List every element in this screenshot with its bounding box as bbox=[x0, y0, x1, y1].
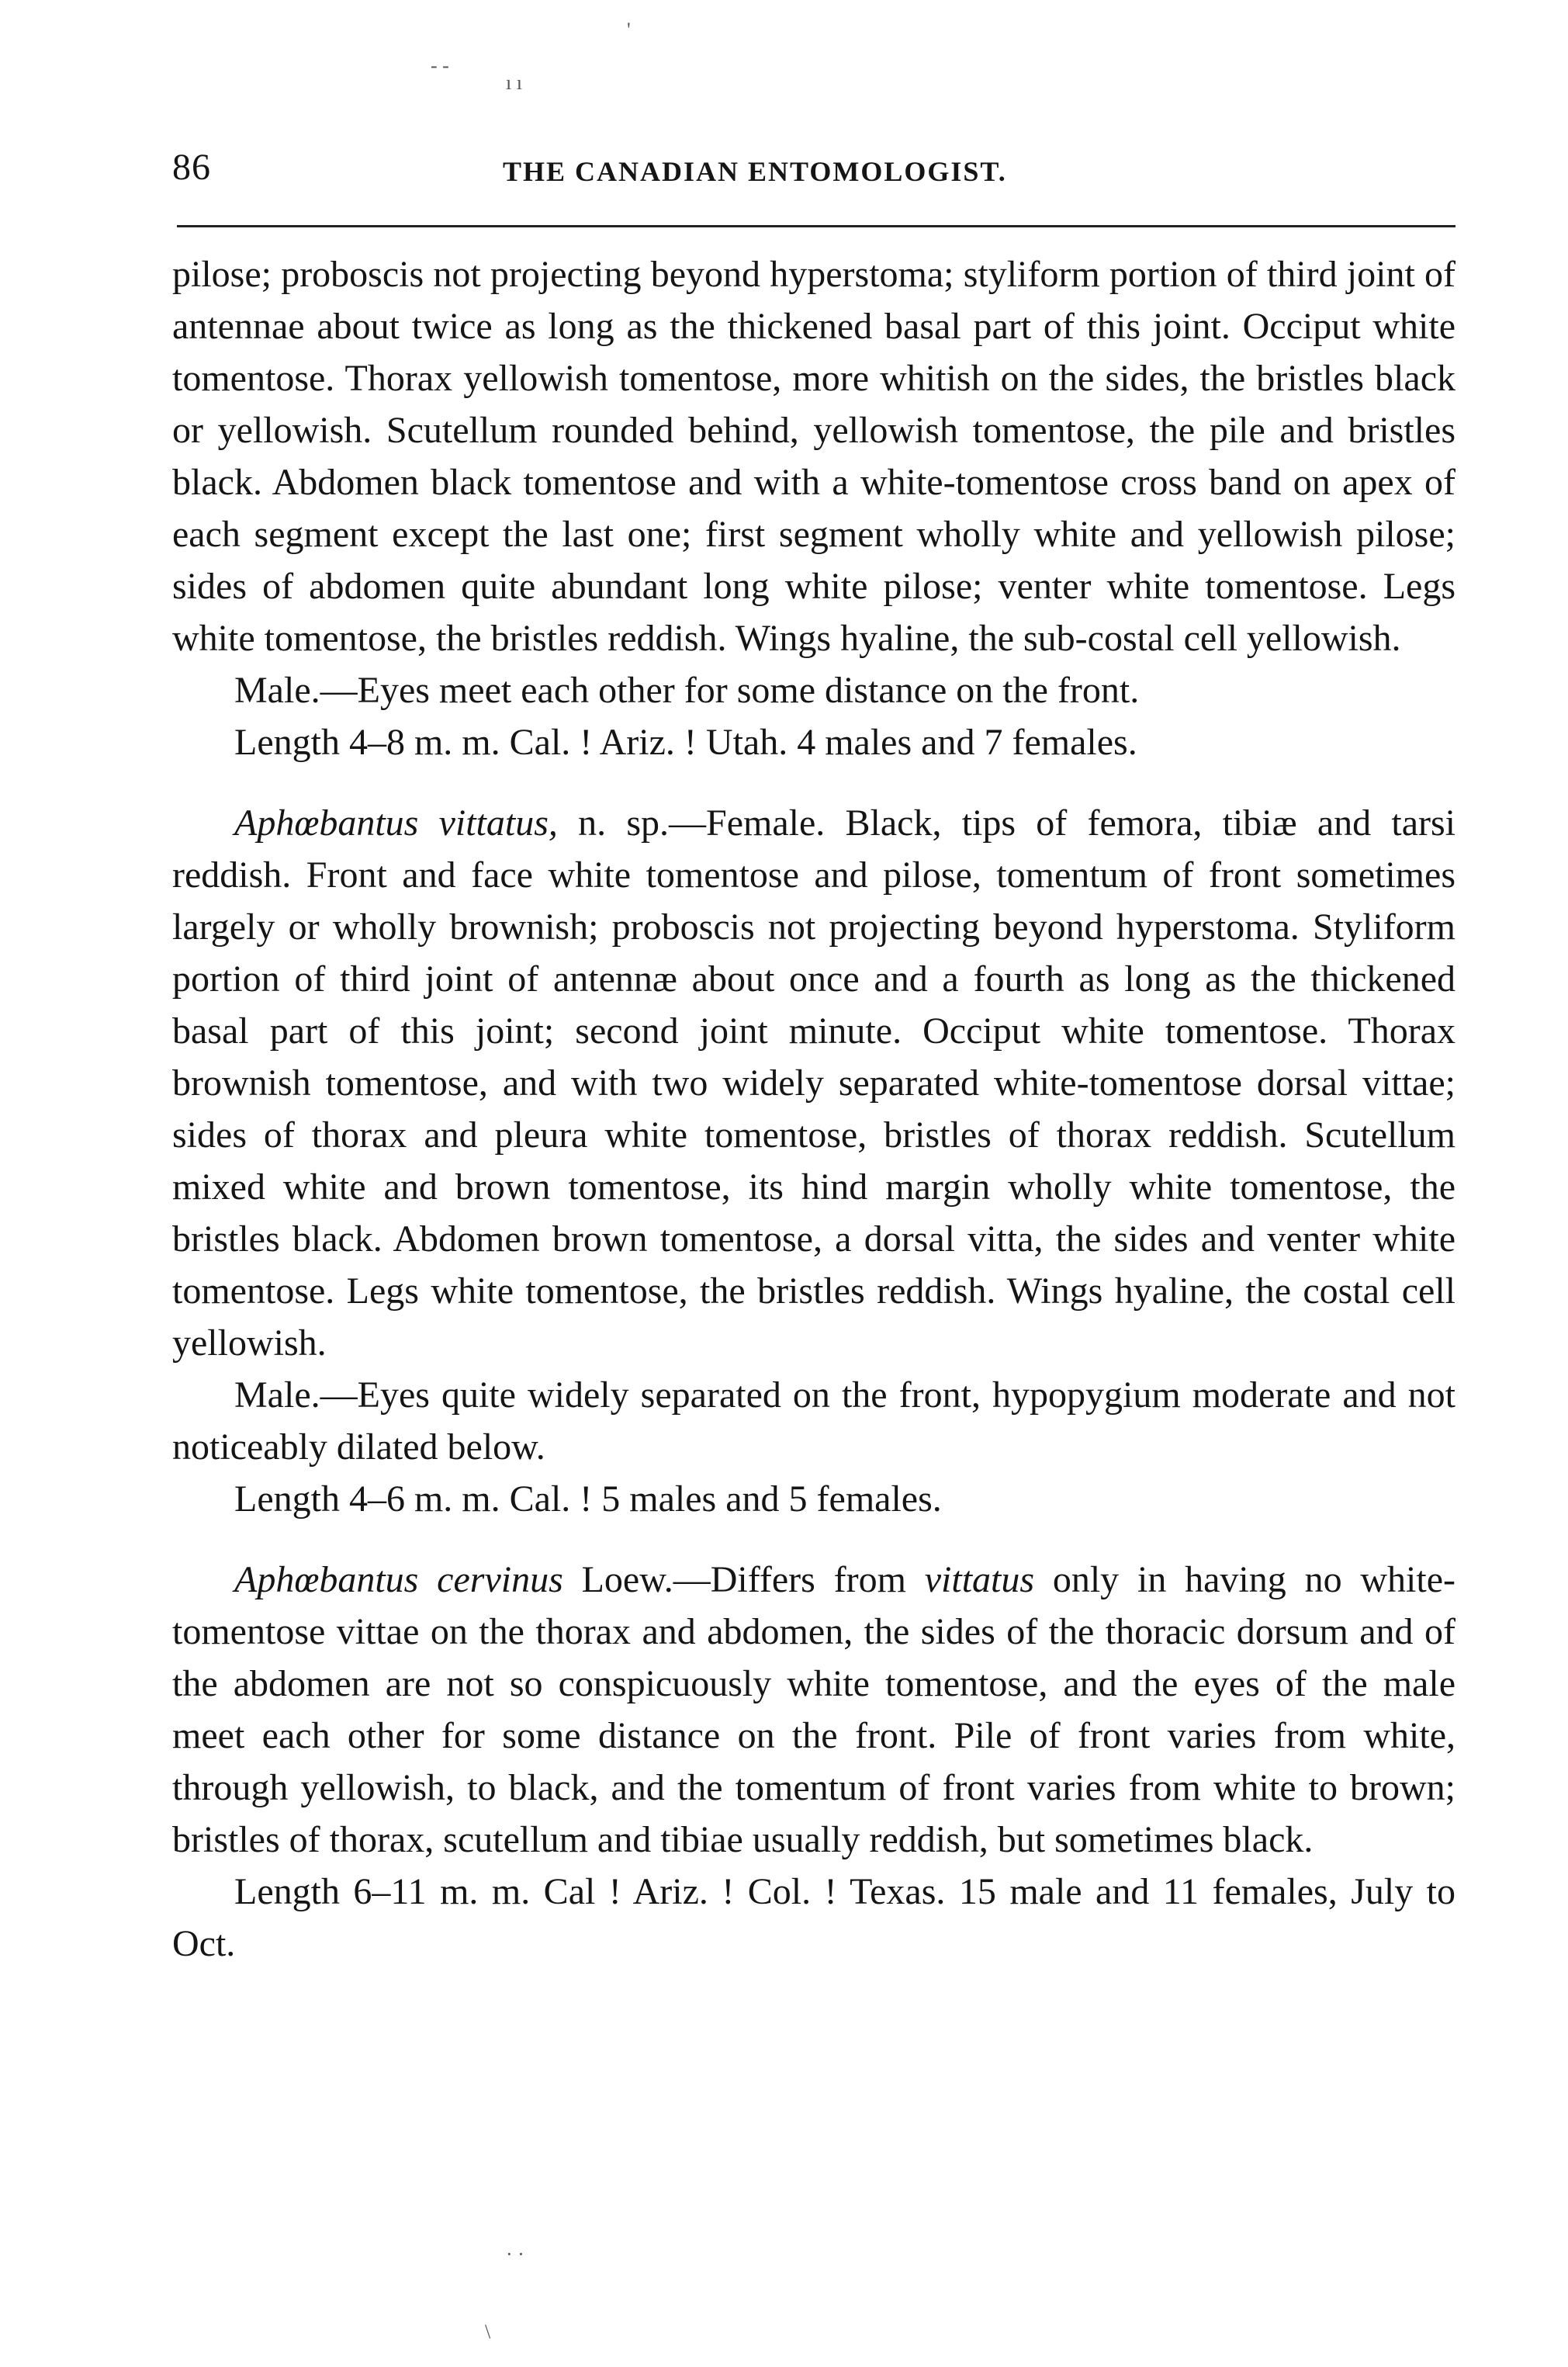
paragraph-text: only in having no white-tomentose vittae on the thorax and abdomen, the sides of the thoracic dorsum and of the abdomen are not so conspicuously white tomentose, and the eyes of the male meet each other for some distance on the front. Pile of front varies from white, through yellowish, to black, and the tomentum of front varies from white to brown; bristles of thorax, scutellum and tibiae usually reddish, but sometimes black. bbox=[172, 1559, 1456, 1860]
top-specks: ı ı bbox=[506, 71, 522, 94]
page-number: 86 bbox=[172, 147, 211, 188]
paragraph-text: Loew.—Differs from bbox=[562, 1559, 925, 1600]
bottom-specks: \ bbox=[485, 2320, 491, 2343]
top-specks: - - bbox=[431, 54, 449, 77]
paragraph-text: n. sp.—Female. Black, tips of femora, tibiæ and tarsi reddish. Front and face white tomentose and pilose, tomentum of front sometimes largely or wholly brownish; proboscis not projecting beyond hyperstoma. Styliform portion of third joint of antennæ about once and a fourth as long as the thickened basal part of this joint; second joint minute. Occiput white tomentose. Thorax brownish tomentose, and with two widely separated white-tomentose dorsal vittae; sides of thorax and pleura white tomentose, bristles of thorax reddish. Scutellum mixed white and brown tomentose, its hind margin wholly white tomentose, the bristles black. Abdomen brown tomentose, a dorsal vitta, the sides and venter white tomentose. Legs white tomentose, the bristles reddish. Wings hyaline, the costal cell yellowish. bbox=[172, 802, 1456, 1364]
header-rule bbox=[177, 225, 1456, 227]
top-specks: ' bbox=[627, 19, 631, 41]
species-name: Aphœbantus vittatus, bbox=[234, 802, 558, 844]
paragraph: Length 6–11 m. m. Cal ! Ariz. ! Col. ! Texas. 15 male and 11 females, July to Oct. bbox=[172, 1871, 1456, 1964]
bottom-specks: · · bbox=[506, 2243, 524, 2265]
paragraph: Length 4–6 m. m. Cal. ! 5 males and 5 females. bbox=[234, 1478, 942, 1520]
species-name: Aphœbantus cervinus bbox=[234, 1559, 563, 1600]
paragraph: pilose; proboscis not projecting beyond hyperstoma; styliform portion of third joint of antennae about twice as long as the thickened basal part of this joint. Occiput white tomentose. Thorax yellowish tomentose, more whitish on the sides, the bristles black or yellowish. Scutellum rounded behind, yellowish tomentose, the pile and bristles black. Abdomen black tomentose and with a white-tomentose cross band on apex of each segment except the last one; first segment wholly white and yellowish pilose; sides of abdomen quite abundant long white pilose; venter white tomentose. Legs white tomentose, the bristles reddish. Wings hyaline, the sub-costal cell yellowish. bbox=[172, 254, 1456, 659]
paragraph: Male.—Eyes meet each other for some distance on the front. bbox=[234, 670, 1140, 711]
paragraph bbox=[172, 797, 1456, 1369]
paragraph: Length 4–8 m. m. Cal. ! Ariz. ! Utah. 4 males and 7 females. bbox=[234, 722, 1137, 763]
paragraph: Male.—Eyes quite widely separated on the front, hypopygium moderate and not noticeably dilated below. bbox=[172, 1374, 1456, 1468]
species-name: vittatus bbox=[924, 1559, 1035, 1600]
paragraph bbox=[172, 1554, 1456, 1866]
running-head: THE CANADIAN ENTOMOLOGIST. bbox=[503, 156, 1007, 187]
page-body bbox=[172, 248, 1456, 1970]
